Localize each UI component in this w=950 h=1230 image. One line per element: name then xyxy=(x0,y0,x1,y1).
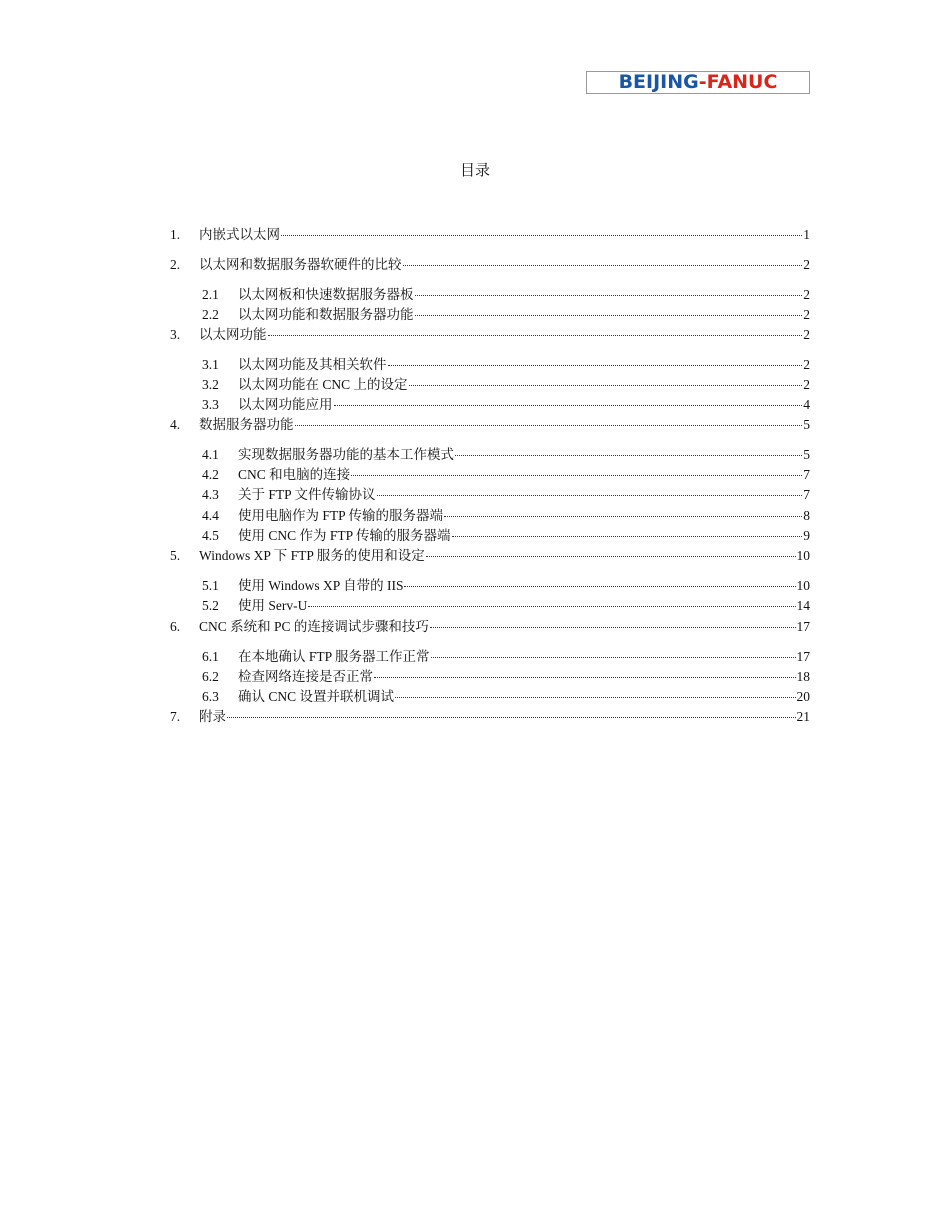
toc-entry-number: 5.1 xyxy=(202,578,219,593)
toc-dot-leader xyxy=(415,305,803,316)
toc-entry-number: 3.2 xyxy=(202,377,219,392)
toc-entry[interactable] xyxy=(170,708,810,726)
toc-dot-leader xyxy=(374,667,796,678)
toc-entry-page-number: 17 xyxy=(796,619,810,634)
toc-entry-number: 4. xyxy=(170,417,181,432)
toc-dot-leader xyxy=(308,596,795,607)
toc-entry-title: 以太网和数据服务器软硬件的比较 xyxy=(199,257,402,272)
toc-entry-number: 2. xyxy=(170,257,181,272)
toc-entry-title: 实现数据服务器功能的基本工作模式 xyxy=(238,447,454,462)
toc-entry-title: CNC 和电脑的连接 xyxy=(238,467,351,482)
toc-entry[interactable] xyxy=(202,486,810,504)
toc-dot-leader xyxy=(409,375,803,386)
toc-entry[interactable] xyxy=(202,446,810,464)
toc-entry-number: 4.1 xyxy=(202,447,219,462)
toc-entry[interactable] xyxy=(202,286,810,304)
toc-entry-number: 4.2 xyxy=(202,467,219,482)
toc-dot-leader xyxy=(351,465,802,476)
toc-entry-title: 内嵌式以太网 xyxy=(199,227,280,242)
logo-dash: - xyxy=(698,71,707,93)
toc-dot-leader xyxy=(452,526,803,537)
toc-entry-page-number: 21 xyxy=(796,709,810,724)
toc-entry-title: 以太网功能应用 xyxy=(238,397,333,412)
toc-dot-leader xyxy=(415,285,803,296)
toc-entry-page-number: 2 xyxy=(803,307,810,322)
toc-entry[interactable] xyxy=(202,507,810,525)
toc-entry[interactable] xyxy=(202,577,810,595)
toc-dot-leader xyxy=(295,415,803,426)
toc-entry-number: 5. xyxy=(170,548,181,563)
toc-entry[interactable] xyxy=(202,527,810,545)
toc-entry-title: 以太网板和快速数据服务器板 xyxy=(238,287,414,302)
toc-entry-number: 4.3 xyxy=(202,487,219,502)
toc-entry-title: 使用 Windows XP 自带的 IIS xyxy=(238,578,404,593)
toc-dot-leader xyxy=(227,707,796,718)
toc-dot-leader xyxy=(404,576,795,587)
toc-entry-title: 使用 Serv-U xyxy=(238,598,308,613)
toc-entry-number: 6.1 xyxy=(202,649,219,664)
toc-entry[interactable] xyxy=(170,618,810,636)
toc-entry-page-number: 2 xyxy=(803,257,810,272)
toc-entry-page-number: 2 xyxy=(803,287,810,302)
toc-entry-page-number: 7 xyxy=(803,467,810,482)
toc-dot-leader xyxy=(430,617,796,628)
toc-entry-title: 以太网功能 xyxy=(199,327,267,342)
toc-entry-page-number: 8 xyxy=(803,508,810,523)
toc-entry-number: 6.3 xyxy=(202,689,219,704)
toc-entry[interactable] xyxy=(170,256,810,274)
toc-entry[interactable] xyxy=(202,668,810,686)
toc-entry-title: 检查网络连接是否正常 xyxy=(238,669,373,684)
toc-entry[interactable] xyxy=(202,688,810,706)
toc-dot-leader xyxy=(403,255,803,266)
toc-dot-leader xyxy=(395,687,795,698)
toc-dot-leader xyxy=(334,395,803,406)
toc-entry-title: 关于 FTP 文件传输协议 xyxy=(238,487,376,502)
toc-entry[interactable] xyxy=(202,356,810,374)
toc-dot-leader xyxy=(426,546,796,557)
toc-entry-page-number: 14 xyxy=(796,598,810,613)
toc-dot-leader xyxy=(431,647,796,658)
toc-entry[interactable] xyxy=(202,396,810,414)
toc-entry-number: 4.5 xyxy=(202,528,219,543)
toc-dot-leader xyxy=(377,485,803,496)
toc-entry-page-number: 20 xyxy=(796,689,810,704)
toc-entry-title: 以太网功能及其相关软件 xyxy=(238,357,387,372)
toc-entry-title: 使用 CNC 作为 FTP 传输的服务器端 xyxy=(238,528,451,543)
toc-entry-number: 7. xyxy=(170,709,181,724)
toc-entry-number: 2.2 xyxy=(202,307,219,322)
toc-entry-page-number: 7 xyxy=(803,487,810,502)
toc-entry-page-number: 4 xyxy=(803,397,810,412)
toc-entry[interactable] xyxy=(202,306,810,324)
toc-entry-title: 确认 CNC 设置并联机调试 xyxy=(238,689,395,704)
toc-entry-title: 附录 xyxy=(199,709,226,724)
toc-entry-page-number: 2 xyxy=(803,327,810,342)
toc-entry-page-number: 10 xyxy=(796,548,810,563)
toc-entry-title: CNC 系统和 PC 的连接调试步骤和技巧 xyxy=(199,619,429,634)
toc-entry[interactable] xyxy=(170,326,810,344)
toc-entry-page-number: 2 xyxy=(803,357,810,372)
toc-entry-number: 6. xyxy=(170,619,181,634)
toc-entry-page-number: 5 xyxy=(803,417,810,432)
toc-entry-number: 2.1 xyxy=(202,287,219,302)
toc-entry-title: 以太网功能和数据服务器功能 xyxy=(238,307,414,322)
toc-entry-page-number: 18 xyxy=(796,669,810,684)
toc-entry-number: 3.1 xyxy=(202,357,219,372)
toc-entry[interactable] xyxy=(170,416,810,434)
toc-entry-page-number: 2 xyxy=(803,377,810,392)
toc-dot-leader xyxy=(388,355,803,366)
toc-entry-number: 3.3 xyxy=(202,397,219,412)
toc-dot-leader xyxy=(268,325,803,336)
logo-text-fanuc: FANUC xyxy=(706,71,778,93)
toc-entry[interactable] xyxy=(170,226,810,244)
toc-entry-number: 5.2 xyxy=(202,598,219,613)
toc-entry[interactable] xyxy=(202,648,810,666)
toc-entry-number: 3. xyxy=(170,327,181,342)
toc-entry-number: 1. xyxy=(170,227,181,242)
toc-entry[interactable] xyxy=(202,376,810,394)
toc-entry-page-number: 1 xyxy=(803,227,810,242)
toc-dot-leader xyxy=(444,506,802,517)
toc-entry-title: 使用电脑作为 FTP 传输的服务器端 xyxy=(238,508,444,523)
toc-entry-page-number: 5 xyxy=(803,447,810,462)
toc-entry-page-number: 17 xyxy=(796,649,810,664)
toc-dot-leader xyxy=(281,225,802,236)
toc-entry-title: 以太网功能在 CNC 上的设定 xyxy=(238,377,408,392)
toc-entry-title: 在本地确认 FTP 服务器工作正常 xyxy=(238,649,430,664)
toc-entry-number: 4.4 xyxy=(202,508,219,523)
toc-entry[interactable] xyxy=(202,597,810,615)
page-title: 目录 xyxy=(459,161,490,179)
toc-entry-number: 6.2 xyxy=(202,669,219,684)
toc-entry[interactable] xyxy=(202,466,810,484)
toc-entry-page-number: 10 xyxy=(796,578,810,593)
beijing-fanuc-logo xyxy=(586,71,810,94)
toc-entry-page-number: 9 xyxy=(803,528,810,543)
toc-entry-title: 数据服务器功能 xyxy=(199,417,294,432)
toc-dot-leader xyxy=(455,445,802,456)
toc-entry[interactable] xyxy=(170,547,810,565)
toc-entry-title: Windows XP 下 FTP 服务的使用和设定 xyxy=(199,548,425,563)
logo-text-beijing: BEIJING xyxy=(618,71,699,93)
